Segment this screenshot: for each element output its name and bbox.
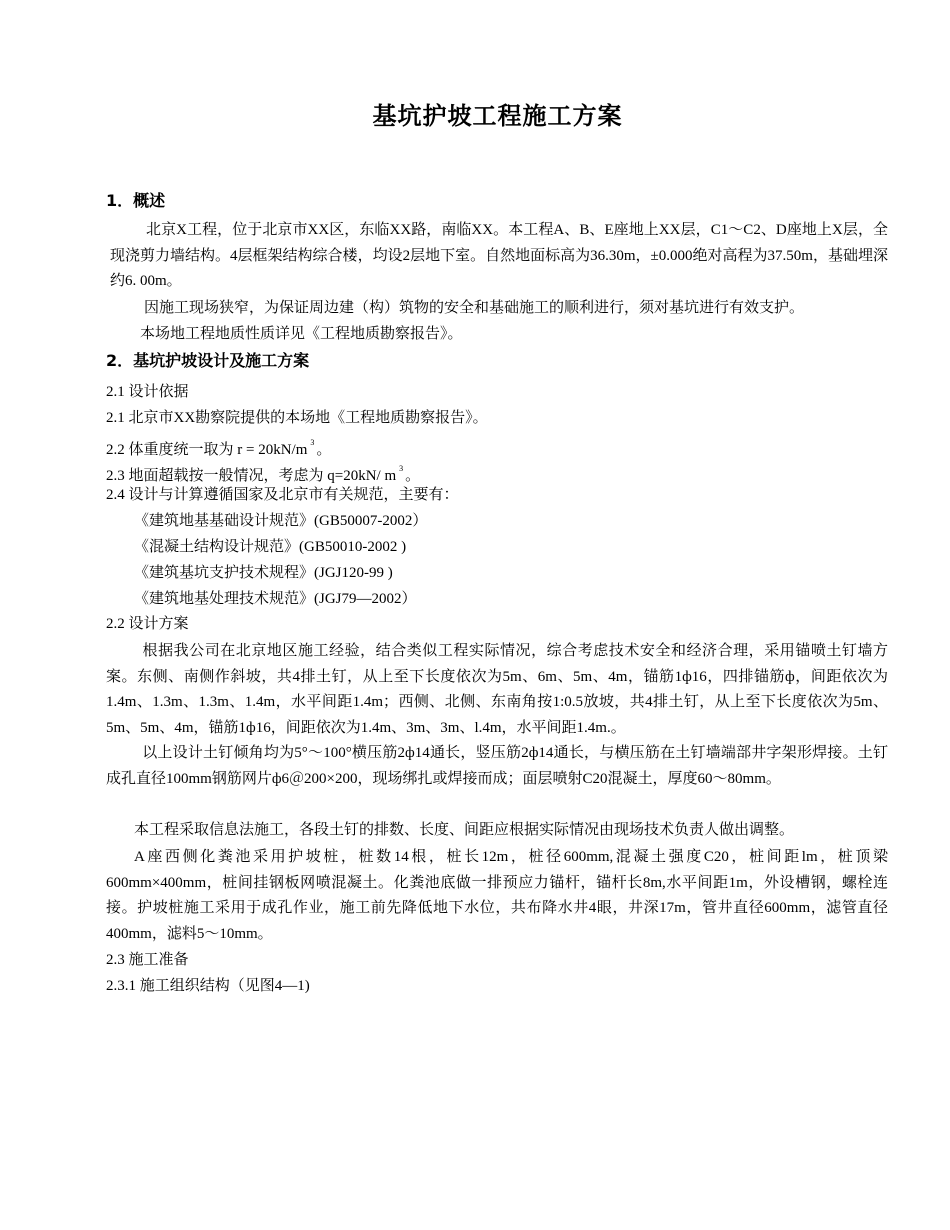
paragraph-plan-1 [106, 639, 888, 741]
line-text: 2.2 体重度统一取为 r = 20kN/m [106, 442, 308, 458]
code-item: 《混凝土结构设计规范》(GB50010-2002 ) [134, 539, 407, 555]
paragraph-text: 根据我公司在北京地区施工经验，结合类似工程实际情况，综合考虑技术安全和经济合理，采用锚喷土钉墙方案。东侧、南侧作斜坡，共4排土钉，从上至下长度依次为5m、6m、5m、4m，锚筋1ф16，四排锚筋ф，间距依次为1.4m、1.3m、1.3m、1.4m，水平间距1.4m；西侧、北侧、东南角按1:0.5放坡，共4排土钉，从上至下长度依次为5m、5m、5m、4m，锚筋1ф16，间距依次为1.4m、3m、3m、l.4m，水平间距1.4m.。 [106, 643, 888, 736]
paragraph-text: 北京X工程，位于北京市XX区，东临XX路，南临XX。本工程A、B、E座地上XX层，C1～C2、D座地上X层，全现浇剪力墙结构。4层框架结构综合楼，均设2层地下室。自然地面标高为36.30m，±0.000绝对高程为37.50m，基础埋深约6. 00m。 [110, 222, 888, 289]
paragraph-text: 以上设计土钉倾角均为5°～100°横压筋2ф14通长，竖压筋2ф14通长，与横压筋在土钉墙端部井字架形焊接。土钉成孔直径100mm钢筋网片ф6＠200×200，现场绑扎或焊接而成；面层喷射C20混凝土，厚度60～80mm。 [106, 745, 888, 787]
line-2-2-unit-weight [106, 433, 331, 460]
paragraph-plan-4 [106, 845, 888, 947]
superscript: 3 [399, 464, 404, 473]
paragraph-overview-2: 因施工现场狭窄，为保证周边建（构）筑物的安全和基础施工的顺利进行，须对基坑进行有效支护。 [144, 300, 805, 316]
paragraph-text: A座西侧化粪池采用护坡桩，桩数14根，桩长12m，桩径600mm,混凝土强度C20，桩间距lm，桩顶梁600mm×400mm，桩间挂钢板网喷混凝土。化粪池底做一排预应力锚杆，锚杆长8m,水平间距1m，外设槽钢，螺栓连接。护坡桩施工采用于成孔作业，施工前先降低地下水位，共布降水井4眼，井深17m，管井直径600mm，滤管直径400mm，滤料5～10mm。 [106, 849, 888, 942]
superscript: 3 [310, 438, 315, 447]
line-2-2-plan: 2.2 设计方案 [106, 616, 189, 632]
line-2-3-preparation: 2.3 施工准备 [106, 952, 189, 968]
paragraph-plan-2 [106, 741, 888, 792]
paragraph-overview-3: 本场地工程地质性质详见《工程地质勘察报告》。 [140, 326, 463, 342]
line-2-1-report: 2.1 北京市XX勘察院提供的本场地《工程地质勘察报告》。 [106, 410, 488, 426]
line-2-1-basis: 2.1 设计依据 [106, 384, 189, 400]
line-end: 。 [316, 442, 332, 458]
paragraph-overview-1 [110, 218, 888, 295]
line-2-4-codes: 2.4 设计与计算遵循国家及北京市有关规范，主要有： [106, 487, 459, 503]
line-text: 2.3 地面超载按一般情况，考虑为 q=20kN/ m [106, 468, 397, 484]
code-item: 《建筑基坑支护技术规程》(JGJ120-99 ) [134, 565, 393, 581]
document-title: 基坑护坡工程施工方案 [372, 102, 623, 130]
section-heading-design: 2．基坑护坡设计及施工方案 [106, 351, 310, 370]
code-item: 《建筑地基处理技术规范》(JGJ79—2002） [134, 591, 417, 607]
line-2-3-1-organization: 2.3.1 施工组织结构（见图4—1) [106, 978, 310, 994]
code-item: 《建筑地基基础设计规范》(GB50007-2002） [134, 513, 428, 529]
paragraph-text: 本工程采取信息法施工，各段土钉的排数、长度、间距应根据实际情况由现场技术负责人做出调整。 [134, 822, 795, 838]
line-end: 。 [405, 468, 421, 484]
line-2-3-surcharge [106, 459, 420, 486]
paragraph-plan-3 [106, 818, 888, 844]
section-heading-overview: 1．概述 [106, 191, 166, 210]
